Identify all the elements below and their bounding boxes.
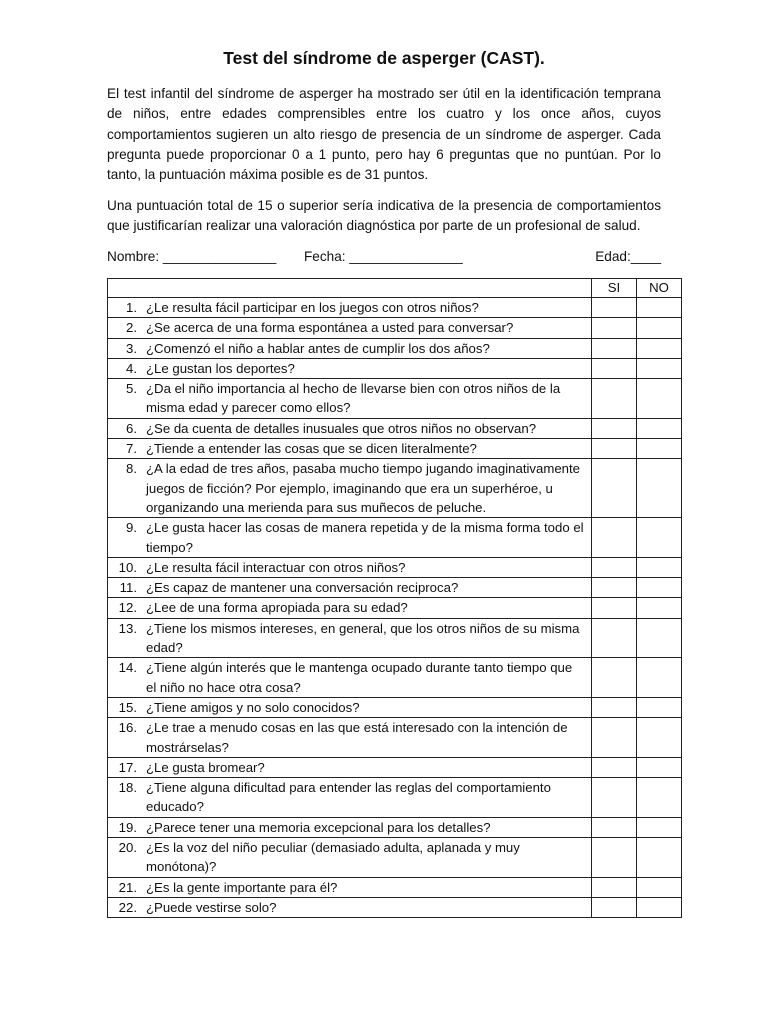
si-answer-cell[interactable] xyxy=(592,459,637,518)
question-text: ¿Tiende a entender las cosas que se dicen literalmente? xyxy=(146,441,477,457)
si-answer-cell[interactable] xyxy=(592,518,637,558)
intro-paragraph: El test infantil del síndrome de asperger ha mostrado ser útil en la identificación temprana de niños, entre edades comprensibles entre los cuatro y los once años, cuyos comportamientos sugieren un alto riesgo de presencia de un síndrome de asperger. Cada pregunta puede proporcionar 0 a 1 punto, pero hay 6 preguntas que no puntúan. Por lo tanto, la puntuación máxima posible es de 31 puntos. xyxy=(107,86,661,183)
question-cell xyxy=(108,757,592,777)
question-text: ¿Tiene los mismos intereses, en general, que los otros niños de su misma edad? xyxy=(146,620,580,656)
question-number: 13. xyxy=(118,620,137,636)
question-number: 14. xyxy=(118,660,137,676)
question-text: ¿Le gustan los deportes? xyxy=(146,360,295,376)
table-row xyxy=(108,658,682,698)
no-answer-cell[interactable] xyxy=(637,817,682,837)
question-text: ¿Es capaz de mantener una conversación reciproca? xyxy=(146,580,459,596)
question-cell xyxy=(108,877,592,897)
si-answer-cell[interactable] xyxy=(592,598,637,618)
no-header: NO xyxy=(637,279,682,298)
question-cell xyxy=(108,379,592,419)
si-answer-cell[interactable] xyxy=(592,757,637,777)
question-number: 2. xyxy=(126,320,137,336)
question-text: ¿Puede vestirse solo? xyxy=(146,899,277,915)
questions-table xyxy=(107,278,682,918)
question-text: ¿Parece tener una memoria excepcional para los detalles? xyxy=(146,819,491,835)
no-answer-cell[interactable] xyxy=(637,557,682,577)
si-answer-cell[interactable] xyxy=(592,338,637,358)
question-number: 3. xyxy=(126,340,137,356)
table-row xyxy=(108,877,682,897)
question-cell xyxy=(108,578,592,598)
question-text: ¿A la edad de tres años, pasaba mucho tiempo jugando imaginativamente juegos de ficción? Por ejemplo, imaginando que era un superhéroe, u organizando una merienda para sus muñecos de peluche. xyxy=(146,461,580,515)
table-row xyxy=(108,557,682,577)
question-number: 22. xyxy=(118,899,137,915)
no-answer-cell[interactable] xyxy=(637,757,682,777)
question-cell xyxy=(108,618,592,658)
question-text: ¿Lee de una forma apropiada para su edad? xyxy=(146,600,408,616)
no-answer-cell[interactable] xyxy=(637,379,682,419)
table-row xyxy=(108,418,682,438)
question-number: 15. xyxy=(118,699,137,715)
question-number: 21. xyxy=(118,879,137,895)
question-text: ¿Es la voz del niño peculiar (demasiado adulta, aplanada y muy monótona)? xyxy=(146,840,520,875)
question-number: 17. xyxy=(118,759,137,775)
question-number: 8. xyxy=(126,461,137,477)
question-number: 12. xyxy=(118,600,137,616)
si-answer-cell[interactable] xyxy=(592,578,637,598)
no-answer-cell[interactable] xyxy=(637,618,682,658)
si-answer-cell[interactable] xyxy=(592,778,637,818)
question-number: 1. xyxy=(126,300,137,315)
table-row xyxy=(108,697,682,717)
no-answer-cell[interactable] xyxy=(637,418,682,438)
question-text: ¿Da el niño importancia al hecho de llevarse bien con otros niños de la misma edad y parecer como ellos? xyxy=(146,381,561,416)
table-row xyxy=(108,778,682,818)
form-fields xyxy=(107,247,661,267)
question-number: 5. xyxy=(126,381,137,397)
si-answer-cell[interactable] xyxy=(592,618,637,658)
table-header-row xyxy=(108,279,682,298)
document-title: Test del síndrome de asperger (CAST). xyxy=(223,48,545,68)
si-answer-cell[interactable] xyxy=(592,658,637,698)
question-number: 18. xyxy=(118,780,137,796)
si-answer-cell[interactable] xyxy=(592,877,637,897)
no-answer-cell[interactable] xyxy=(637,877,682,897)
question-number: 6. xyxy=(126,420,137,436)
question-text: ¿Es la gente importante para él? xyxy=(146,879,338,895)
question-text: ¿Tiene amigos y no solo conocidos? xyxy=(146,699,360,715)
no-answer-cell[interactable] xyxy=(637,439,682,459)
no-answer-cell[interactable] xyxy=(637,298,682,318)
si-answer-cell[interactable] xyxy=(592,697,637,717)
question-number: 10. xyxy=(118,559,137,575)
no-answer-cell[interactable] xyxy=(637,697,682,717)
score-paragraph: Una puntuación total de 15 o superior sería indicativa de la presencia de comportamientos que justificarían realizar una valoración diagnóstica por parte de un profesional de salud. xyxy=(107,198,661,234)
question-text: ¿Tiene algún interés que le mantenga ocupado durante tanto tiempo que el niño no hace otra cosa? xyxy=(146,660,573,695)
no-answer-cell[interactable] xyxy=(637,518,682,558)
question-text: ¿Comenzó el niño a hablar antes de cumplir los dos años? xyxy=(146,340,490,356)
table-row xyxy=(108,459,682,518)
fecha-field[interactable]: Fecha: _______________ xyxy=(304,249,463,264)
question-text: ¿Le resulta fácil participar en los juegos con otros niños? xyxy=(146,300,479,315)
no-answer-cell[interactable] xyxy=(637,338,682,358)
table-row xyxy=(108,439,682,459)
no-answer-cell[interactable] xyxy=(637,778,682,818)
no-answer-cell[interactable] xyxy=(637,459,682,518)
question-cell xyxy=(108,557,592,577)
question-number: 11. xyxy=(119,580,137,596)
table-row xyxy=(108,757,682,777)
no-answer-cell[interactable] xyxy=(637,598,682,618)
question-number: 19. xyxy=(118,819,137,835)
table-row xyxy=(108,298,682,318)
question-cell xyxy=(108,518,592,558)
no-answer-cell[interactable] xyxy=(637,897,682,917)
question-header-cell xyxy=(108,279,592,298)
question-cell xyxy=(108,338,592,358)
question-text: ¿Tiene alguna dificultad para entender las reglas del comportamiento educado? xyxy=(146,780,551,815)
question-cell xyxy=(108,358,592,378)
si-answer-cell[interactable] xyxy=(592,817,637,837)
si-answer-cell[interactable] xyxy=(592,298,637,318)
table-row xyxy=(108,718,682,758)
si-header: SI xyxy=(592,279,637,298)
question-text: ¿Le trae a menudo cosas en las que está interesado con la intención de mostrárselas? xyxy=(146,720,568,755)
nombre-field[interactable]: Nombre: _______________ xyxy=(107,249,277,264)
question-cell xyxy=(108,838,592,878)
no-answer-cell[interactable] xyxy=(637,718,682,758)
table-row xyxy=(108,518,682,558)
question-number: 7. xyxy=(126,441,137,457)
question-cell xyxy=(108,598,592,618)
question-text: ¿Se acerca de una forma espontánea a usted para conversar? xyxy=(146,320,514,336)
question-cell xyxy=(108,298,592,318)
no-answer-cell[interactable] xyxy=(637,318,682,338)
question-number: 4. xyxy=(126,360,137,376)
no-answer-cell[interactable] xyxy=(637,358,682,378)
question-number: 9. xyxy=(126,520,137,536)
edad-field[interactable]: Edad:____ xyxy=(595,249,661,264)
si-answer-cell[interactable] xyxy=(592,318,637,338)
question-number: 16. xyxy=(118,720,137,736)
si-answer-cell[interactable] xyxy=(592,379,637,419)
table-row xyxy=(108,897,682,917)
no-answer-cell[interactable] xyxy=(637,578,682,598)
question-cell xyxy=(108,459,592,518)
question-text: ¿Le gusta hacer las cosas de manera repetida y de la misma forma todo el tiempo? xyxy=(146,520,584,555)
table-row xyxy=(108,338,682,358)
si-answer-cell[interactable] xyxy=(592,418,637,438)
table-row xyxy=(108,838,682,878)
questions-body xyxy=(108,298,682,918)
si-answer-cell[interactable] xyxy=(592,718,637,758)
si-answer-cell[interactable] xyxy=(592,897,637,917)
question-number: 20. xyxy=(118,840,137,856)
si-answer-cell[interactable] xyxy=(592,557,637,577)
question-cell xyxy=(108,697,592,717)
question-text: ¿Le resulta fácil interactuar con otros niños? xyxy=(146,559,406,575)
table-row xyxy=(108,598,682,618)
table-row xyxy=(108,318,682,338)
table-row xyxy=(108,358,682,378)
question-cell xyxy=(108,897,592,917)
question-cell xyxy=(108,318,592,338)
question-cell xyxy=(108,439,592,459)
question-text: ¿Le gusta bromear? xyxy=(146,759,265,775)
question-cell xyxy=(108,718,592,758)
table-row xyxy=(108,817,682,837)
si-answer-cell[interactable] xyxy=(592,358,637,378)
question-cell xyxy=(108,778,592,818)
table-row xyxy=(108,379,682,419)
si-answer-cell[interactable] xyxy=(592,838,637,878)
table-row xyxy=(108,578,682,598)
table-row xyxy=(108,618,682,658)
question-cell xyxy=(108,418,592,438)
si-answer-cell[interactable] xyxy=(592,439,637,459)
question-cell xyxy=(108,658,592,698)
no-answer-cell[interactable] xyxy=(637,658,682,698)
no-answer-cell[interactable] xyxy=(637,838,682,878)
question-cell xyxy=(108,817,592,837)
question-text: ¿Se da cuenta de detalles inusuales que otros niños no observan? xyxy=(146,420,537,436)
